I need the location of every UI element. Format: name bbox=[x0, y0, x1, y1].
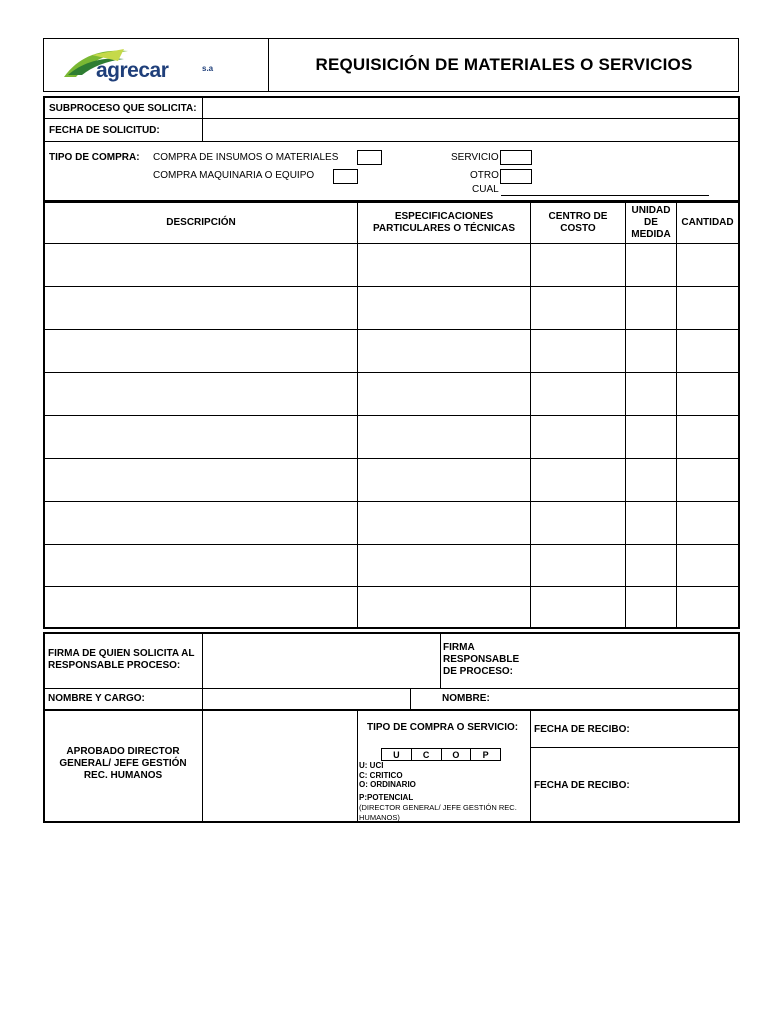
firma-responsable-field[interactable] bbox=[535, 634, 738, 688]
code-c[interactable]: C bbox=[412, 749, 442, 760]
code-p[interactable]: P bbox=[482, 750, 489, 760]
servicio-checkbox[interactable] bbox=[500, 150, 532, 165]
table-row[interactable] bbox=[45, 502, 738, 544]
option-servicio-label: SERVICIO bbox=[451, 152, 499, 163]
nombre-label: NOMBRE: bbox=[442, 693, 490, 704]
table-row[interactable] bbox=[45, 587, 738, 627]
legend-u: U: UCI bbox=[359, 761, 384, 770]
option-insumos-label: COMPRA DE INSUMOS O MATERIALES bbox=[153, 152, 339, 163]
firma-solicita-field[interactable] bbox=[203, 634, 440, 688]
signature-block bbox=[43, 632, 740, 823]
logo-text: agrecar bbox=[96, 59, 169, 82]
table-row[interactable] bbox=[45, 545, 738, 586]
subproceso-field[interactable] bbox=[203, 98, 738, 118]
firma-responsable-label: FIRMA RESPONSABLE DE PROCESO: bbox=[443, 642, 520, 677]
insumos-checkbox[interactable] bbox=[357, 150, 382, 165]
aprobado-label: APROBADO DIRECTOR GENERAL/ JEFE GESTIÓN REC. HUMANOS bbox=[59, 746, 187, 781]
form-header bbox=[43, 38, 739, 92]
table-row[interactable] bbox=[45, 416, 738, 458]
info-block bbox=[43, 96, 740, 202]
fecha-recibo-label-1: FECHA DE RECIBO: bbox=[534, 724, 630, 735]
table-row[interactable] bbox=[45, 459, 738, 501]
option-cual-label: CUAL bbox=[472, 184, 499, 195]
aprobado-firma-field[interactable] bbox=[203, 711, 357, 821]
priority-code-boxes bbox=[381, 748, 501, 761]
page-title: REQUISICIÓN DE MATERIALES O SERVICIOS bbox=[315, 55, 693, 74]
maquinaria-checkbox[interactable] bbox=[333, 169, 358, 184]
cual-field-line[interactable] bbox=[501, 195, 709, 196]
fecha-recibo-field-2[interactable] bbox=[635, 748, 738, 821]
nombre-cargo-field[interactable] bbox=[203, 689, 410, 709]
legend-p: P:POTENCIAL bbox=[359, 793, 414, 802]
fecha-solicitud-label: FECHA DE SOLICITUD: bbox=[49, 125, 160, 136]
col-header-especificaciones: ESPECIFICACIONES PARTICULARES O TÉCNICAS bbox=[372, 211, 516, 234]
col-header-unidad-medida: UNIDAD DE MEDIDA bbox=[631, 205, 671, 240]
table-row[interactable] bbox=[45, 373, 738, 415]
nombre-cargo-label: NOMBRE Y CARGO: bbox=[48, 693, 145, 704]
table-row[interactable] bbox=[45, 244, 738, 286]
col-header-descripcion: DESCRIPCIÓN bbox=[166, 217, 236, 228]
legend-c: C: CRITICO bbox=[359, 771, 403, 780]
tipo-compra-servicio-label: TIPO DE COMPRA O SERVICIO: bbox=[367, 722, 519, 733]
tipo-compra-label: TIPO DE COMPRA: bbox=[49, 152, 140, 163]
otro-checkbox[interactable] bbox=[500, 169, 532, 184]
fecha-solicitud-field[interactable] bbox=[203, 119, 738, 141]
option-otro-label: OTRO bbox=[470, 170, 499, 181]
nombre-field[interactable] bbox=[495, 689, 738, 709]
col-header-cantidad: CANTIDAD bbox=[681, 217, 734, 228]
fecha-recibo-field-1[interactable] bbox=[635, 711, 738, 747]
subproceso-label: SUBPROCESO QUE SOLICITA: bbox=[49, 103, 197, 114]
logo-cell bbox=[44, 39, 269, 91]
legend-o: O: ORDINARIO bbox=[359, 780, 416, 789]
logo-suffix: s.a bbox=[202, 64, 214, 73]
code-u[interactable]: U bbox=[382, 749, 412, 760]
code-o[interactable]: O bbox=[442, 749, 472, 760]
firma-solicita-label: FIRMA DE QUIEN SOLICITA AL RESPONSABLE PROCESO: bbox=[48, 648, 195, 671]
table-row[interactable] bbox=[45, 287, 738, 329]
fecha-recibo-label-2: FECHA DE RECIBO: bbox=[534, 780, 630, 791]
items-table bbox=[43, 201, 740, 629]
option-maquinaria-label: COMPRA MAQUINARIA O EQUIPO bbox=[153, 170, 315, 181]
legend-note: (DIRECTOR GENERAL/ JEFE GESTIÓN REC. HUMANOS) bbox=[359, 803, 517, 822]
col-header-centro-costo: CENTRO DE COSTO bbox=[548, 211, 608, 234]
table-row[interactable] bbox=[45, 330, 738, 372]
